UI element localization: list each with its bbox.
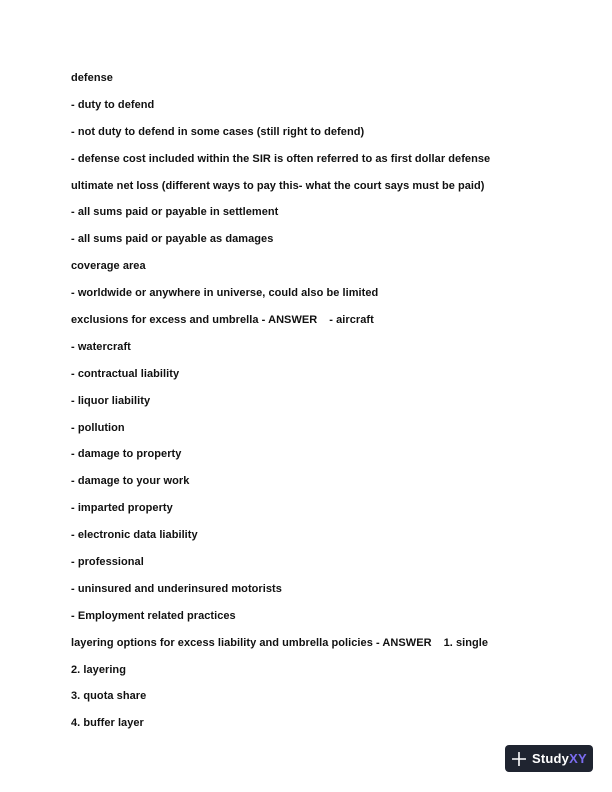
text-line: - watercraft	[71, 340, 131, 353]
text-line: - uninsured and underinsured motorists	[71, 582, 282, 595]
brand-main: Study	[532, 751, 570, 766]
text-line: - not duty to defend in some cases (still right to defend)	[71, 125, 365, 138]
text-line: 2. layering	[71, 663, 126, 676]
text-line: - worldwide or anywhere in universe, could also be limited	[71, 287, 379, 300]
text-line: - defense cost included within the SIR is often referred to as first dollar defense	[71, 152, 491, 165]
answer-text: - aircraft	[329, 314, 374, 327]
text-line: - contractual liability	[71, 367, 180, 380]
text-line: - all sums paid or payable as damages	[71, 233, 274, 246]
text-line: - electronic data liability	[71, 529, 198, 542]
text-line: 4. buffer layer	[71, 717, 144, 730]
answer-text: 1. single	[443, 636, 489, 649]
text-line: 3. quota share	[71, 690, 147, 703]
question-text: exclusions for excess and umbrella - ANSWER	[71, 314, 318, 327]
text-line: - Employment related practices	[71, 609, 236, 622]
question-text: layering options for excess liability and umbrella policies - ANSWER	[71, 636, 432, 649]
studyxy-badge[interactable]	[505, 745, 593, 772]
document-body	[71, 70, 490, 742]
text-line: coverage area	[71, 260, 146, 273]
brand-name	[532, 751, 587, 766]
text-line: - damage to your work	[71, 475, 190, 488]
text-line: defense	[71, 72, 113, 84]
qa-line	[71, 312, 490, 339]
text-line: - duty to defend	[71, 98, 155, 111]
text-line: - imparted property	[71, 502, 173, 515]
text-line: - liquor liability	[71, 394, 151, 407]
text-line: - all sums paid or payable in settlement	[71, 206, 279, 219]
text-line: - pollution	[71, 421, 125, 434]
text-line: - professional	[71, 556, 144, 569]
text-line: - damage to property	[71, 448, 182, 461]
qa-line	[71, 635, 490, 662]
brand-accent: XY	[569, 751, 587, 766]
text-line: ultimate net loss (different ways to pay this- what the court says must be paid)	[71, 179, 485, 192]
plus-sparkle-icon	[512, 752, 526, 766]
